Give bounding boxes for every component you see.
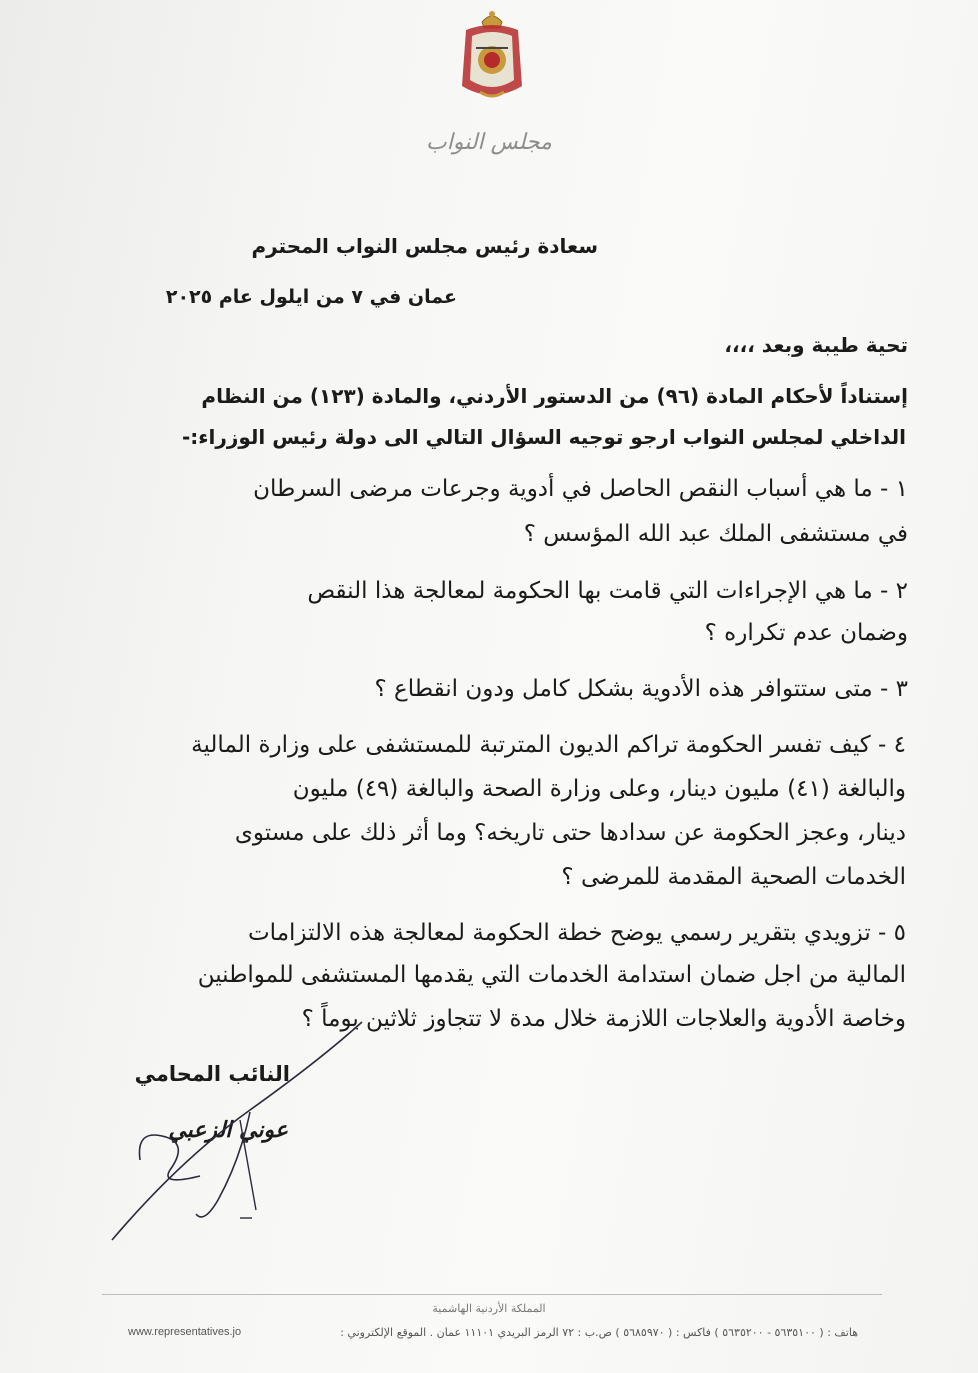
question-5-line-1: ٥ - تزويدي بتقرير رسمي يوضح خطة الحكومة لمعالجة هذه الالتزامات bbox=[248, 920, 906, 946]
greeting: تحية طيبة وبعد ،،،، bbox=[724, 333, 908, 357]
intro-line-2: الداخلي لمجلس النواب ارجو توجيه السؤال التالي الى دولة رئيس الوزراء:- bbox=[181, 425, 906, 449]
footer-kingdom-name: المملكة الأردنية الهاشمية bbox=[432, 1302, 546, 1315]
question-5-line-3: وخاصة الأدوية والعلاجات اللازمة خلال مدة لا تتجاوز ثلاثين يوماً ؟ bbox=[301, 1006, 906, 1032]
addressee: سعادة رئيس مجلس النواب المحترم bbox=[251, 234, 598, 258]
question-2-line-1: ٢ - ما هي الإجراءات التي قامت بها الحكومة لمعالجة هذا النقص bbox=[307, 578, 908, 604]
handwritten-signature bbox=[100, 1000, 400, 1260]
question-4-line-3: دينار، وعجز الحكومة عن سدادها حتى تاريخه؟ وما أثر ذلك على مستوى bbox=[234, 820, 906, 846]
question-2-line-2: وضمان عدم تكراره ؟ bbox=[704, 620, 908, 646]
date-line: عمان في ٧ من ايلول عام ٢٠٢٥ bbox=[165, 286, 457, 308]
signatory-title: النائب المحامي bbox=[134, 1062, 290, 1086]
question-3-line-1: ٣ - متى ستتوافر هذه الأدوية بشكل كامل ودون انقطاع ؟ bbox=[374, 676, 908, 702]
signatory-name: عوني الزعبي bbox=[168, 1118, 288, 1143]
coat-of-arms-emblem bbox=[452, 8, 532, 108]
question-1-line-2: في مستشفى الملك عبد الله المؤسس ؟ bbox=[523, 521, 908, 547]
footer-contact-info: هاتف : ( ٥٦٣٥١٠٠ - ٥٦٣٥٢٠٠ ) فاكس : ( ٥٦٨٥٩٧٠ ) ص.ب : ٧٢ الرمز البريدي ١١١٠١ عمان . الموقع الإلكتروني : bbox=[340, 1326, 858, 1339]
question-5-line-2: المالية من اجل ضمان استدامة الخدمات التي يقدمها المستشفى للمواطنين bbox=[197, 962, 906, 988]
question-1-line-1: ١ - ما هي أسباب النقص الحاصل في أدوية وجرعات مرضى السرطان bbox=[253, 476, 908, 502]
intro-line-1: إستناداً لأحكام المادة (٩٦) من الدستور الأردني، والمادة (١٢٣) من النظام bbox=[201, 384, 908, 408]
question-4-line-1: ٤ - كيف تفسر الحكومة تراكم الديون المترتبة للمستشفى على وزارة المالية bbox=[191, 732, 906, 758]
chamber-name: مجلس النواب bbox=[426, 130, 552, 155]
footer-website-link[interactable]: www.representatives.jo bbox=[128, 1326, 242, 1338]
footer-divider bbox=[102, 1294, 882, 1295]
question-4-line-2: والبالغة (٤١) مليون دينار، وعلى وزارة الصحة والبالغة (٤٩) مليون bbox=[292, 776, 906, 802]
question-4-line-4: الخدمات الصحية المقدمة للمرضى ؟ bbox=[561, 864, 906, 890]
